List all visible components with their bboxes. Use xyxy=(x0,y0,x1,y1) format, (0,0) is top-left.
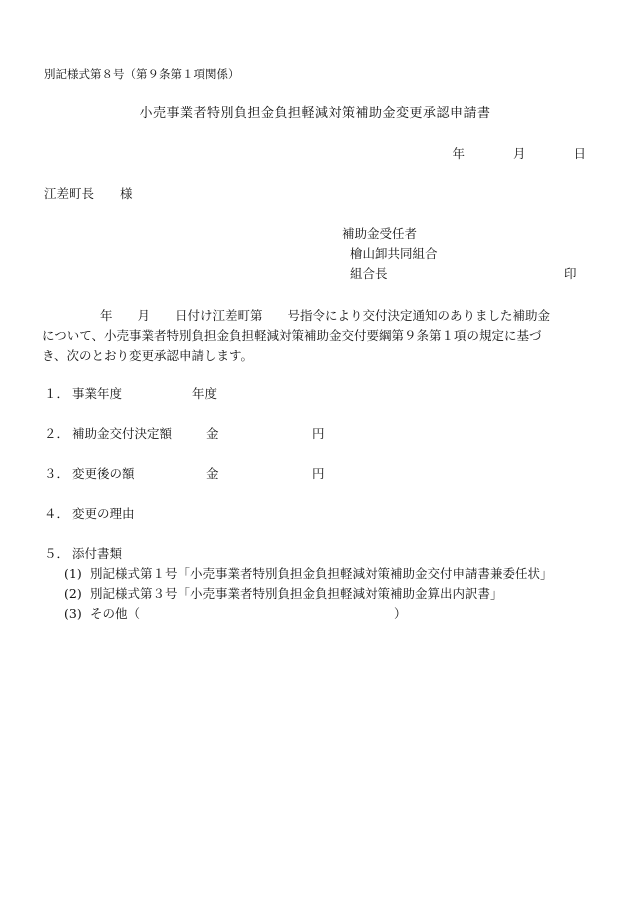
item-suffix: 円 xyxy=(312,466,325,481)
body-line-3: き、次のとおり変更承認申請します。 xyxy=(42,348,254,363)
attachment-2 xyxy=(64,586,503,602)
addressee xyxy=(44,186,133,202)
item-prefix: 金 xyxy=(206,426,219,441)
item-label: 変更の理由 xyxy=(72,506,135,521)
addressee-honorific: 様 xyxy=(120,186,133,201)
body-line-2: について、小売事業者特別負担金負担軽減対策補助金交付要綱第９条第１項の規定に基づ xyxy=(42,328,542,343)
date-day-label: 日 xyxy=(573,146,586,161)
item-changed-amount xyxy=(44,466,325,482)
date-line xyxy=(452,146,586,162)
body-paragraph xyxy=(42,306,590,366)
item-grant-amount xyxy=(44,426,325,442)
item-attachments xyxy=(44,546,122,562)
item-number: １． xyxy=(44,386,70,401)
form-number: 別記様式第８号（第９条第１項関係） xyxy=(44,67,240,81)
seal-mark: 印 xyxy=(564,266,577,281)
attachment-1 xyxy=(64,566,553,582)
addressee-name: 江差町長 xyxy=(44,186,95,201)
attachment-3 xyxy=(64,606,407,622)
item-number: ３． xyxy=(44,466,70,481)
sender-title: 組合長 xyxy=(350,266,388,281)
attachment-text: その他（ xyxy=(90,606,141,621)
item-label: 添付書類 xyxy=(72,546,123,561)
item-change-reason xyxy=(44,506,135,522)
item-number: ２． xyxy=(44,426,70,441)
item-fiscal-year xyxy=(44,386,218,402)
attachment-number: (2) xyxy=(64,586,82,601)
item-suffix: 円 xyxy=(312,426,325,441)
sender-role: 補助金受任者 xyxy=(342,226,418,241)
item-label: 補助金交付決定額 xyxy=(72,426,173,441)
sender-organization: 檜山卸共同組合 xyxy=(350,246,438,261)
item-label: 事業年度 xyxy=(72,386,123,401)
item-number: ５． xyxy=(44,546,70,561)
attachment-number: (3) xyxy=(64,606,82,621)
date-month-label: 月 xyxy=(512,146,526,161)
document-title: 小売事業者特別負担金負担軽減対策補助金変更承認申請書 xyxy=(139,106,491,121)
item-prefix: 金 xyxy=(206,466,219,481)
body-line-1: 年 月 日付け江差町第 号指令により交付決定通知のありました補助金 xyxy=(100,308,551,323)
date-year-label: 年 xyxy=(452,146,465,161)
item-suffix: 年度 xyxy=(192,386,218,401)
attachment-text: 別記様式第３号「小売事業者特別負担金負担軽減対策補助金算出内訳書」 xyxy=(90,586,503,601)
attachment-number: (1) xyxy=(64,566,82,581)
attachment-close-paren: ） xyxy=(394,606,407,621)
item-number: ４． xyxy=(44,506,70,521)
attachment-text: 別記様式第１号「小売事業者特別負担金負担軽減対策補助金交付申請書兼委任状」 xyxy=(90,566,553,581)
item-label: 変更後の額 xyxy=(72,466,135,481)
